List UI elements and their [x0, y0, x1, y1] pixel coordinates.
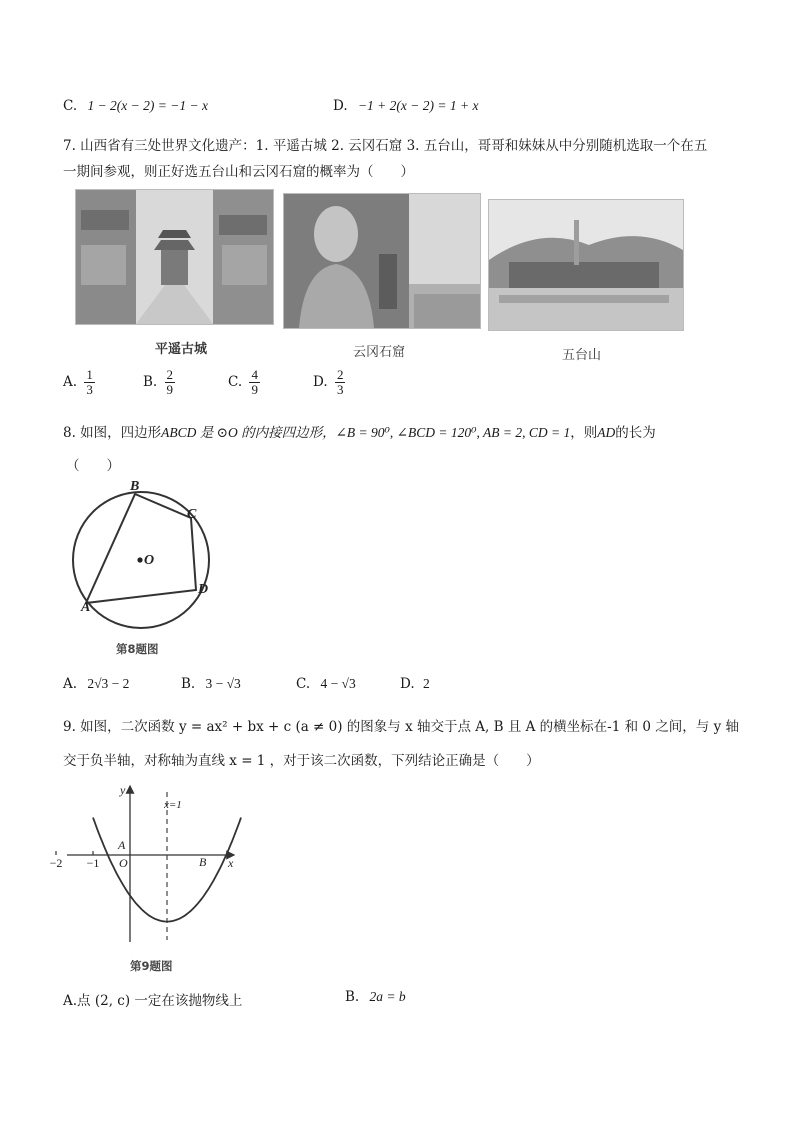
- q8-stem-end: 的长为: [615, 425, 656, 441]
- q8-stem-post: ，则: [570, 425, 598, 441]
- q7-option-c-label: C.: [228, 374, 243, 390]
- q8-option-d-expr: 2: [422, 676, 430, 691]
- q6-option-c-expr: 1 − 2(x − 2) = −1 − x: [87, 98, 208, 113]
- q7-option-a-fraction: [84, 368, 95, 397]
- quadrilateral-abcd: [86, 494, 196, 603]
- q7-option-d-label: D.: [313, 374, 328, 390]
- tick-label-minus-1: −1: [86, 856, 100, 870]
- center-point-o: [137, 557, 142, 562]
- q7-option-a: [63, 368, 98, 397]
- label-symmetry-axis: x=1: [164, 799, 182, 811]
- label-y-axis: y: [120, 783, 126, 797]
- q8-stem-ad: AD: [597, 425, 616, 440]
- q6-option-d-expr: −1 + 2(x − 2) = 1 + x: [357, 98, 479, 113]
- q8-option-d-label: D.: [400, 676, 415, 692]
- figure-9-caption: 第9题图: [130, 959, 173, 973]
- q7-stem-line2: 一期间参观，则正好选五台山和云冈石窟的概率为（ ）: [63, 164, 414, 180]
- q7-option-c-fraction: [249, 368, 260, 397]
- q7-option-a-num: 1: [86, 367, 93, 382]
- q7-option-d-num: 2: [336, 367, 344, 382]
- q6-option-c-label: C.: [63, 98, 78, 114]
- q7-option-d-fraction: [335, 368, 346, 397]
- photo-wutai: [488, 199, 684, 331]
- figure-8-caption: 第8题图: [116, 642, 159, 656]
- label-point-b: B: [199, 855, 207, 869]
- label-point-a: A: [118, 838, 126, 852]
- tick-label-minus-2: −2: [49, 856, 63, 870]
- q8-option-c-label: C.: [296, 676, 311, 692]
- q8-stem-line2: （ ）: [66, 458, 120, 474]
- figure-9: [49, 780, 242, 950]
- photo-yungang: [283, 193, 481, 329]
- q8-option-d: [400, 676, 430, 692]
- pingyao-image: [76, 190, 273, 324]
- parabola-curve: [93, 818, 241, 922]
- q7-option-d-den: 3: [336, 382, 344, 397]
- figure-8: [70, 480, 230, 650]
- q8-stem-math: ABCD 是 ⊙O 的内接四边形，∠B = 90⁰, ∠BCD = 120⁰, AB = 2, CD = 1: [161, 425, 571, 440]
- caption-pingyao: 平遥古城: [155, 342, 208, 357]
- photo-pingyao: [75, 189, 274, 325]
- label-origin: O: [119, 856, 128, 870]
- q8-option-b: [181, 676, 241, 692]
- label-point-a: A: [81, 600, 91, 615]
- q6-option-c: [63, 98, 208, 114]
- q7-option-c-den: 9: [251, 382, 258, 397]
- q7-option-a-label: A.: [63, 374, 78, 390]
- q6-option-d-label: D.: [333, 98, 348, 114]
- q9-stem-line1: 9. 如图，二次函数 y = ax² + bx + c (a ≠ 0) 的图象与 x 轴交于点 A, B 且 A 的横坐标在-1 和 0 之间，与 y 轴: [63, 719, 739, 735]
- q9-stem-line2: 交于负半轴，对称轴为直线 x = 1 ，对于该二次函数，下列结论正确是（ ）: [63, 753, 540, 769]
- q7-option-b-label: B.: [143, 374, 158, 390]
- q9-option-b-label: B.: [345, 989, 360, 1005]
- q7-option-b: [143, 368, 178, 397]
- q7-stem-line1: 7. 山西省有三处世界文化遗产：1. 平遥古城 2. 云冈石窟 3. 五台山，哥哥和妹妹从中分别随机选取一个在五: [63, 138, 708, 154]
- q7-option-c: [228, 368, 263, 397]
- q7-option-c-num: 4: [251, 367, 258, 382]
- yungang-image: [284, 194, 480, 328]
- label-point-o: O: [144, 553, 155, 568]
- q8-stem-pre: 8. 如图，四边形: [63, 425, 162, 441]
- q7-option-d: [313, 368, 348, 397]
- q8-option-c: [296, 676, 356, 692]
- label-x-axis: x: [228, 856, 234, 870]
- q9-option-b-expr: 2a = b: [369, 989, 406, 1004]
- label-point-c: C: [187, 507, 197, 522]
- q8-option-b-label: B.: [181, 676, 196, 692]
- caption-yungang: 云冈石窟: [353, 345, 406, 360]
- q7-option-b-num: 2: [166, 367, 174, 382]
- q6-option-d: [333, 98, 478, 114]
- q7-option-a-den: 3: [86, 382, 93, 397]
- q8-option-a: [63, 676, 129, 692]
- q7-option-b-den: 9: [166, 382, 174, 397]
- label-point-b: B: [130, 479, 140, 494]
- q8-stem-line1: [63, 421, 656, 441]
- q9-option-b: [345, 989, 406, 1005]
- q7-option-b-fraction: [165, 368, 176, 397]
- caption-wutai: 五台山: [562, 348, 602, 363]
- label-point-d: D: [198, 582, 209, 597]
- q8-option-a-expr: 2√3 − 2: [87, 676, 130, 691]
- q8-option-a-label: A.: [63, 676, 78, 692]
- q9-option-a: A.点 (2, c) 一定在该抛物线上: [63, 993, 243, 1009]
- q8-option-b-expr: 3 − √3: [205, 676, 241, 691]
- wutai-image: [489, 200, 683, 330]
- q8-option-c-expr: 4 − √3: [320, 676, 356, 691]
